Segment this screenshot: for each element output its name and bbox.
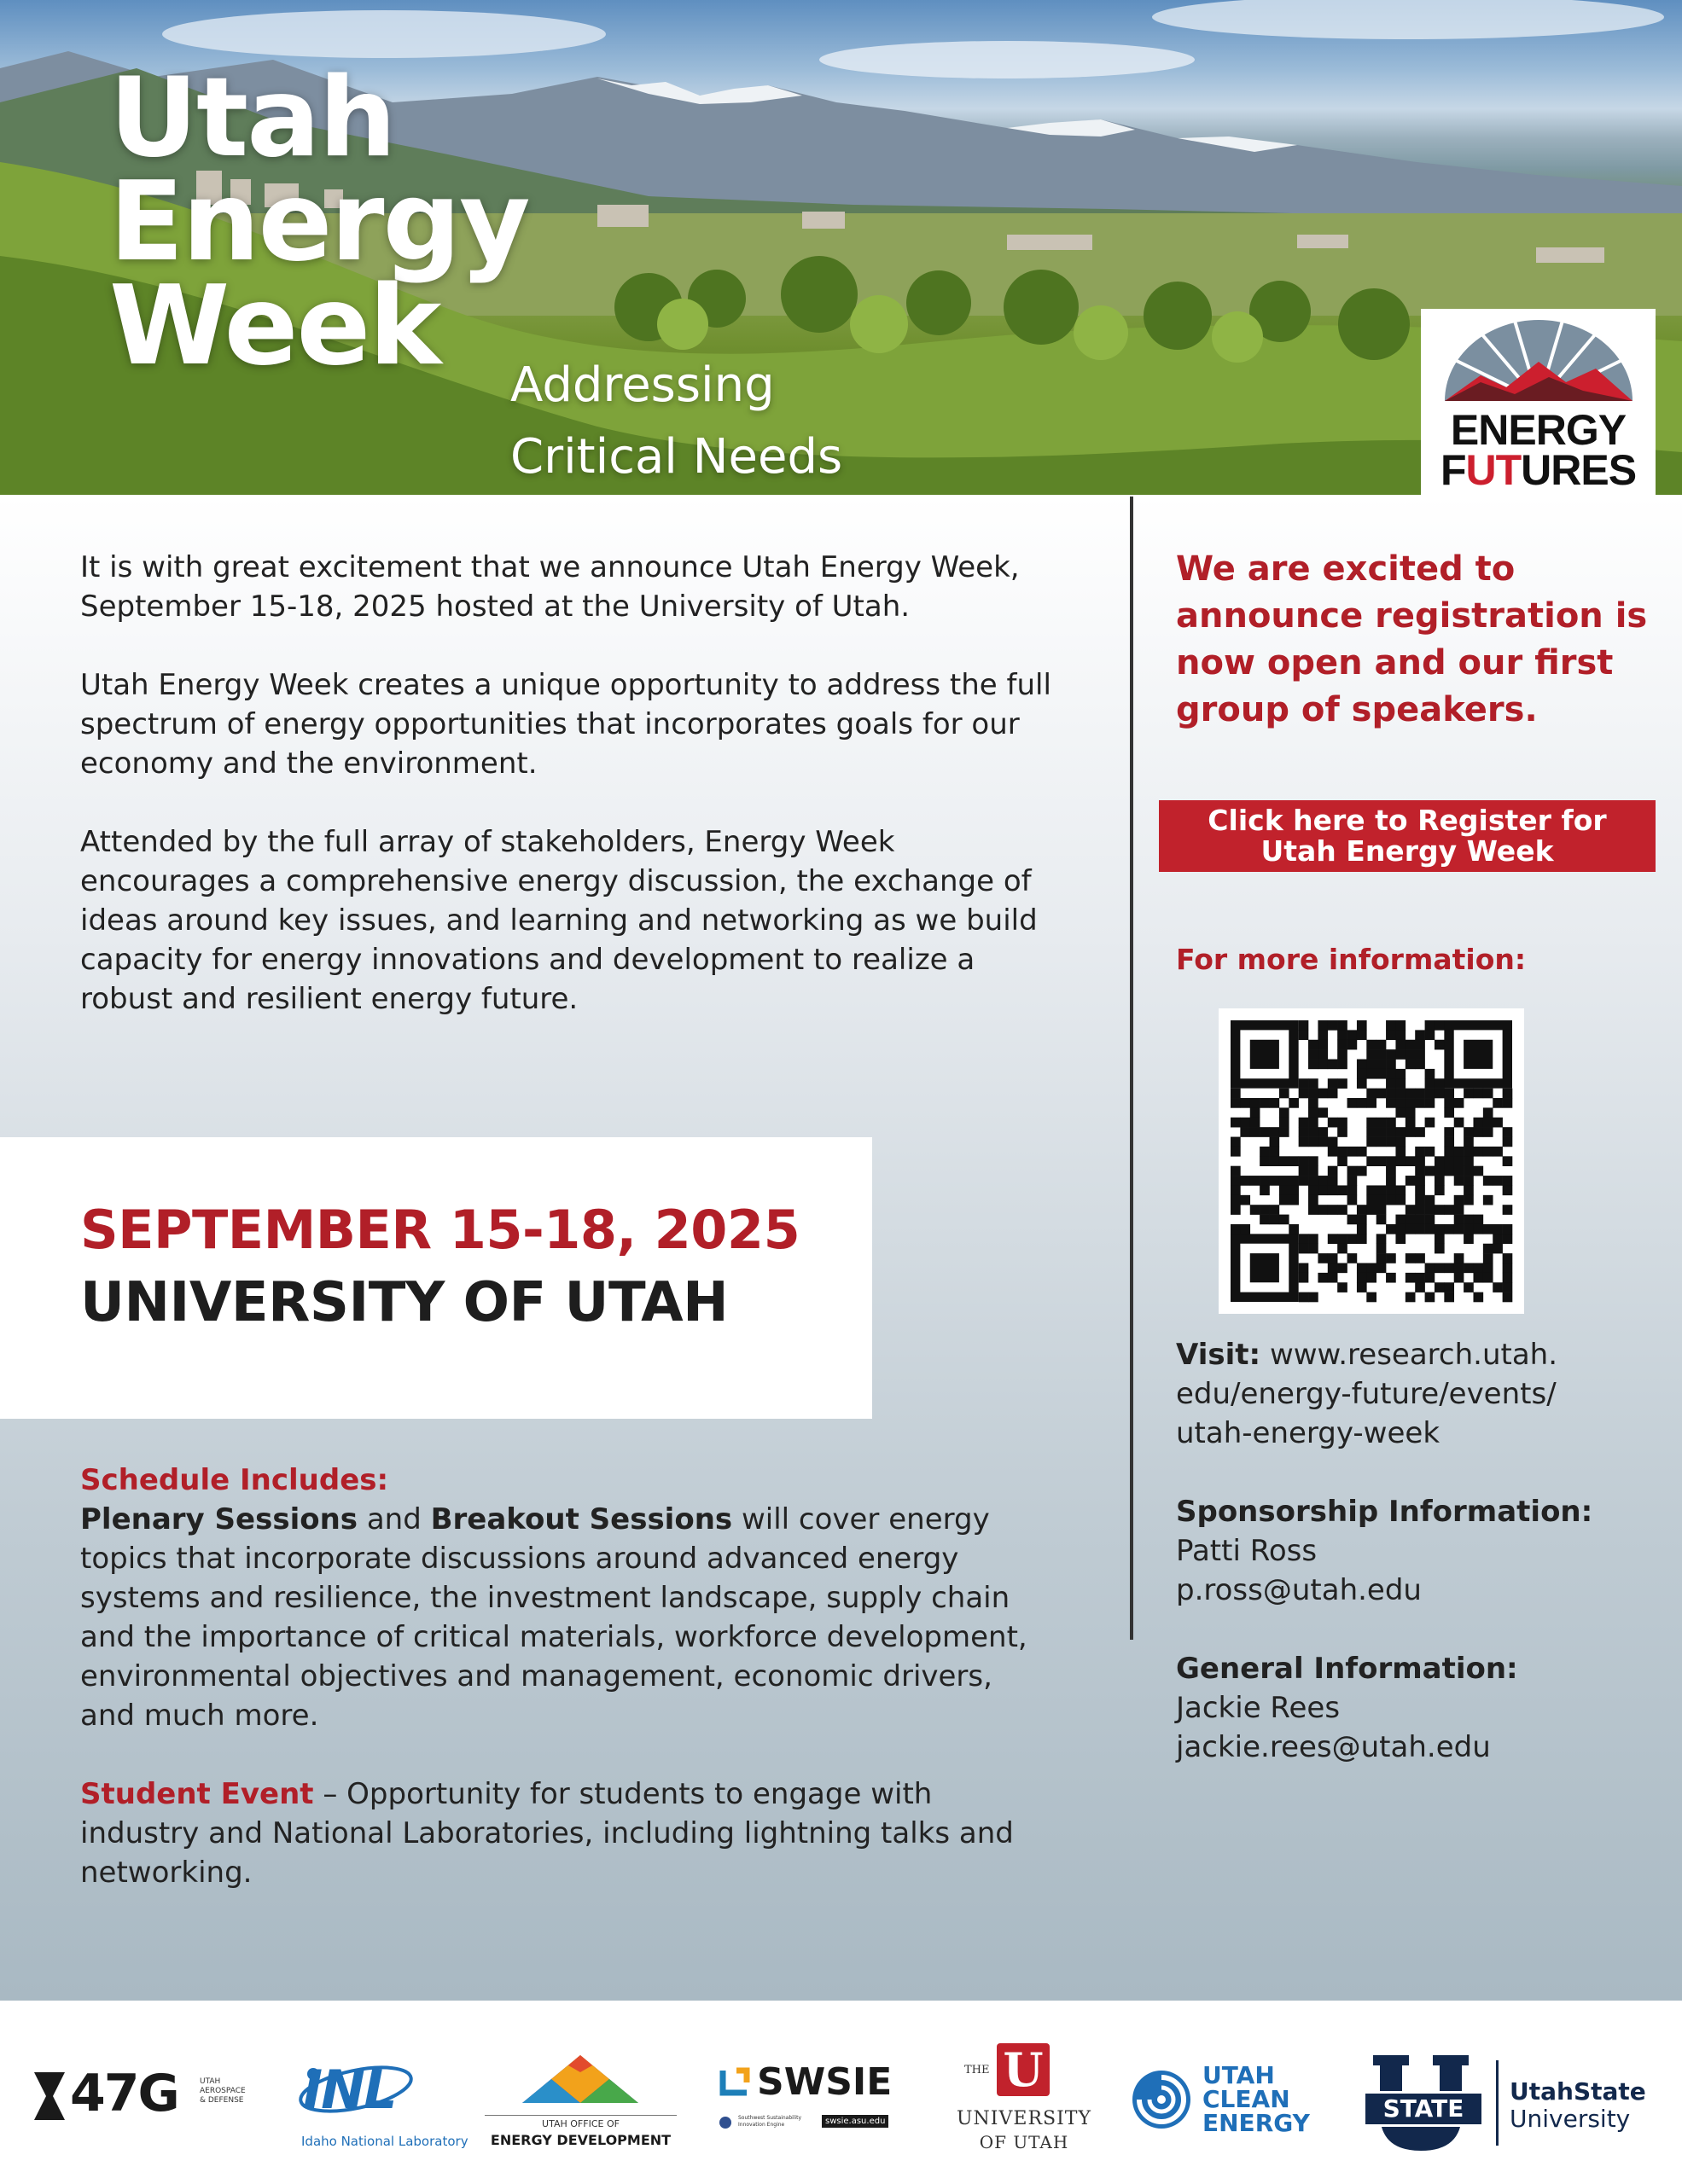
logo-uce-line: CLEAN — [1202, 2085, 1290, 2113]
title-line: Utah — [109, 55, 395, 182]
logo-utah-state-university — [1361, 2052, 1656, 2154]
logo-text-energy: ENERGY — [1450, 406, 1627, 454]
logo-47g-text: 47G — [70, 2064, 178, 2123]
energy-futures-fan-icon — [1421, 309, 1656, 411]
plenary-label: Plenary Sessions — [80, 1502, 358, 1536]
logo-inl-text: INL — [303, 2059, 396, 2121]
logo-inl — [294, 2052, 469, 2154]
logo-swsie-url: swsie.asu.edu — [822, 2115, 888, 2128]
event-subtitle — [510, 350, 842, 493]
logo-ooed-top: UTAH OFFICE OF — [485, 2115, 677, 2129]
intro-paragraph: Utah Energy Week creates a unique opportunity to address the full spectrum of energy opportunities that incorporates goals for our economy and the environment. — [80, 668, 1051, 781]
schedule-section — [80, 1461, 1053, 1931]
nsf-seal-icon — [719, 2117, 731, 2129]
logo-swsie-text: SWSIE — [757, 2060, 893, 2104]
logo-text-futures — [1421, 446, 1656, 494]
logo-usu-line1: UtahState — [1510, 2077, 1646, 2106]
logo-university-of-utah — [956, 2043, 1092, 2163]
subtitle-line: Addressing — [510, 357, 775, 413]
logo-text-part: URES — [1521, 446, 1637, 494]
logo-text-part: F — [1440, 446, 1466, 494]
event-venue: UNIVERSITY OF UTAH — [80, 1271, 729, 1334]
sessions-text: will cover energy topics that incorporate discussions around advanced energy systems and resilience, the investment landscape, supply chain and the importance of critical materials, workforce development, environmental objectives and management, economic drivers, and much more. — [80, 1502, 1027, 1733]
visit-url[interactable]: www.research.utah. — [1269, 1338, 1558, 1372]
visit-block — [1176, 1335, 1654, 1453]
qr-code-icon — [1219, 1008, 1524, 1314]
clean-energy-swirl-icon — [1131, 2069, 1192, 2130]
ooed-mountain-icon — [521, 2053, 640, 2105]
logo-usu-line2: University — [1510, 2105, 1631, 2133]
qr-code[interactable] — [1219, 1008, 1524, 1314]
breakout-label: Breakout Sessions — [430, 1502, 733, 1536]
intro-paragraph: It is with great excitement that we announce Utah Energy Week, September 15-18, 2025 hosted at the University of Utah. — [80, 550, 1020, 624]
sponsorship-block — [1176, 1492, 1654, 1610]
column-divider — [1130, 497, 1133, 1640]
sponsorship-label: Sponsorship Information: — [1176, 1495, 1593, 1529]
visit-line — [1176, 1335, 1654, 1374]
logo-47g — [32, 2064, 263, 2127]
and-text: and — [358, 1502, 431, 1536]
logo-utah-clean-energy — [1131, 2061, 1318, 2140]
logo-uofu-the: THE — [964, 2064, 990, 2077]
register-button[interactable] — [1159, 800, 1656, 872]
logo-47g-subtitle — [200, 2077, 246, 2106]
hero-banner — [0, 0, 1682, 495]
logo-text-part: UT — [1465, 446, 1522, 494]
schedule-heading: Schedule Includes: — [80, 1463, 389, 1497]
subtitle-line: Critical Needs — [510, 429, 843, 485]
logo-inl-subtitle: Idaho National Laboratory — [301, 2134, 469, 2149]
title-line: Energy — [109, 159, 529, 286]
general-email[interactable]: jackie.rees@utah.edu — [1176, 1730, 1491, 1764]
event-dates: SEPTEMBER 15-18, 2025 — [80, 1199, 800, 1261]
logo-uofu-line2: OF UTAH — [979, 2132, 1069, 2152]
general-block — [1176, 1649, 1654, 1767]
visit-url[interactable]: edu/energy-future/events/ — [1176, 1377, 1557, 1411]
logo-uce-line: ENERGY — [1202, 2109, 1310, 2137]
more-info-heading: For more information: — [1176, 943, 1527, 976]
logo-47g-subline: UTAH — [200, 2077, 221, 2086]
sponsor-logo-bar — [0, 2001, 1682, 2184]
logo-47g-subline: & DEFENSE — [200, 2096, 244, 2105]
contact-section — [1176, 1335, 1654, 1806]
sessions-paragraph — [80, 1500, 1053, 1735]
register-button-label: Utah Energy Week — [1260, 834, 1554, 868]
hourglass-icon — [32, 2071, 67, 2122]
sponsorship-name: Patti Ross — [1176, 1534, 1318, 1568]
register-button-label: Click here to Register for — [1208, 804, 1607, 837]
registration-announcement: We are excited to announce registration is now open and our first group of speakers. — [1176, 549, 1648, 729]
logo-ooed-main: ENERGY DEVELOPMENT — [490, 2132, 672, 2148]
logo-ooed — [485, 2053, 677, 2156]
student-event-text: – Opportunity for students to engage with industry and National Laboratories, including lightning talks and networking. — [80, 1777, 1014, 1890]
logo-uofu-block-u: U — [997, 2043, 1050, 2096]
student-event-label: Student Event — [80, 1777, 314, 1811]
logo-swsie — [719, 2060, 899, 2149]
event-title — [109, 55, 529, 390]
intro-paragraph: Attended by the full array of stakeholders, Energy Week encourages a comprehensive energy discussion, the exchange of ideas around key issues, and learning and networking as we build capacity for energy innovations and development to realize a robust and resilient energy future. — [80, 825, 1038, 1016]
logo-47g-subline: AEROSPACE — [200, 2087, 246, 2095]
logo-uofu-line1: UNIVERSITY — [957, 2108, 1091, 2129]
visit-url[interactable]: utah-energy-week — [1176, 1416, 1440, 1450]
general-name: Jackie Rees — [1176, 1691, 1341, 1725]
general-label: General Information: — [1176, 1652, 1518, 1686]
title-line: Week — [109, 263, 440, 390]
intro-section — [80, 548, 1053, 1058]
swsie-bracket-icon — [719, 2067, 750, 2101]
logo-usu-divider — [1496, 2060, 1499, 2146]
visit-label: Visit: — [1176, 1338, 1261, 1372]
logo-uce-text — [1202, 2061, 1310, 2137]
logo-swsie-subtitle: Southwest Sustainability Innovation Engine — [738, 2115, 802, 2128]
energy-futures-logo — [1421, 309, 1656, 495]
sponsorship-email[interactable]: p.ross@utah.edu — [1176, 1573, 1422, 1607]
logo-uce-line: UTAH — [1202, 2061, 1275, 2089]
student-paragraph — [80, 1774, 1053, 1892]
logo-usu-state-bar: STATE — [1363, 2091, 1484, 2127]
